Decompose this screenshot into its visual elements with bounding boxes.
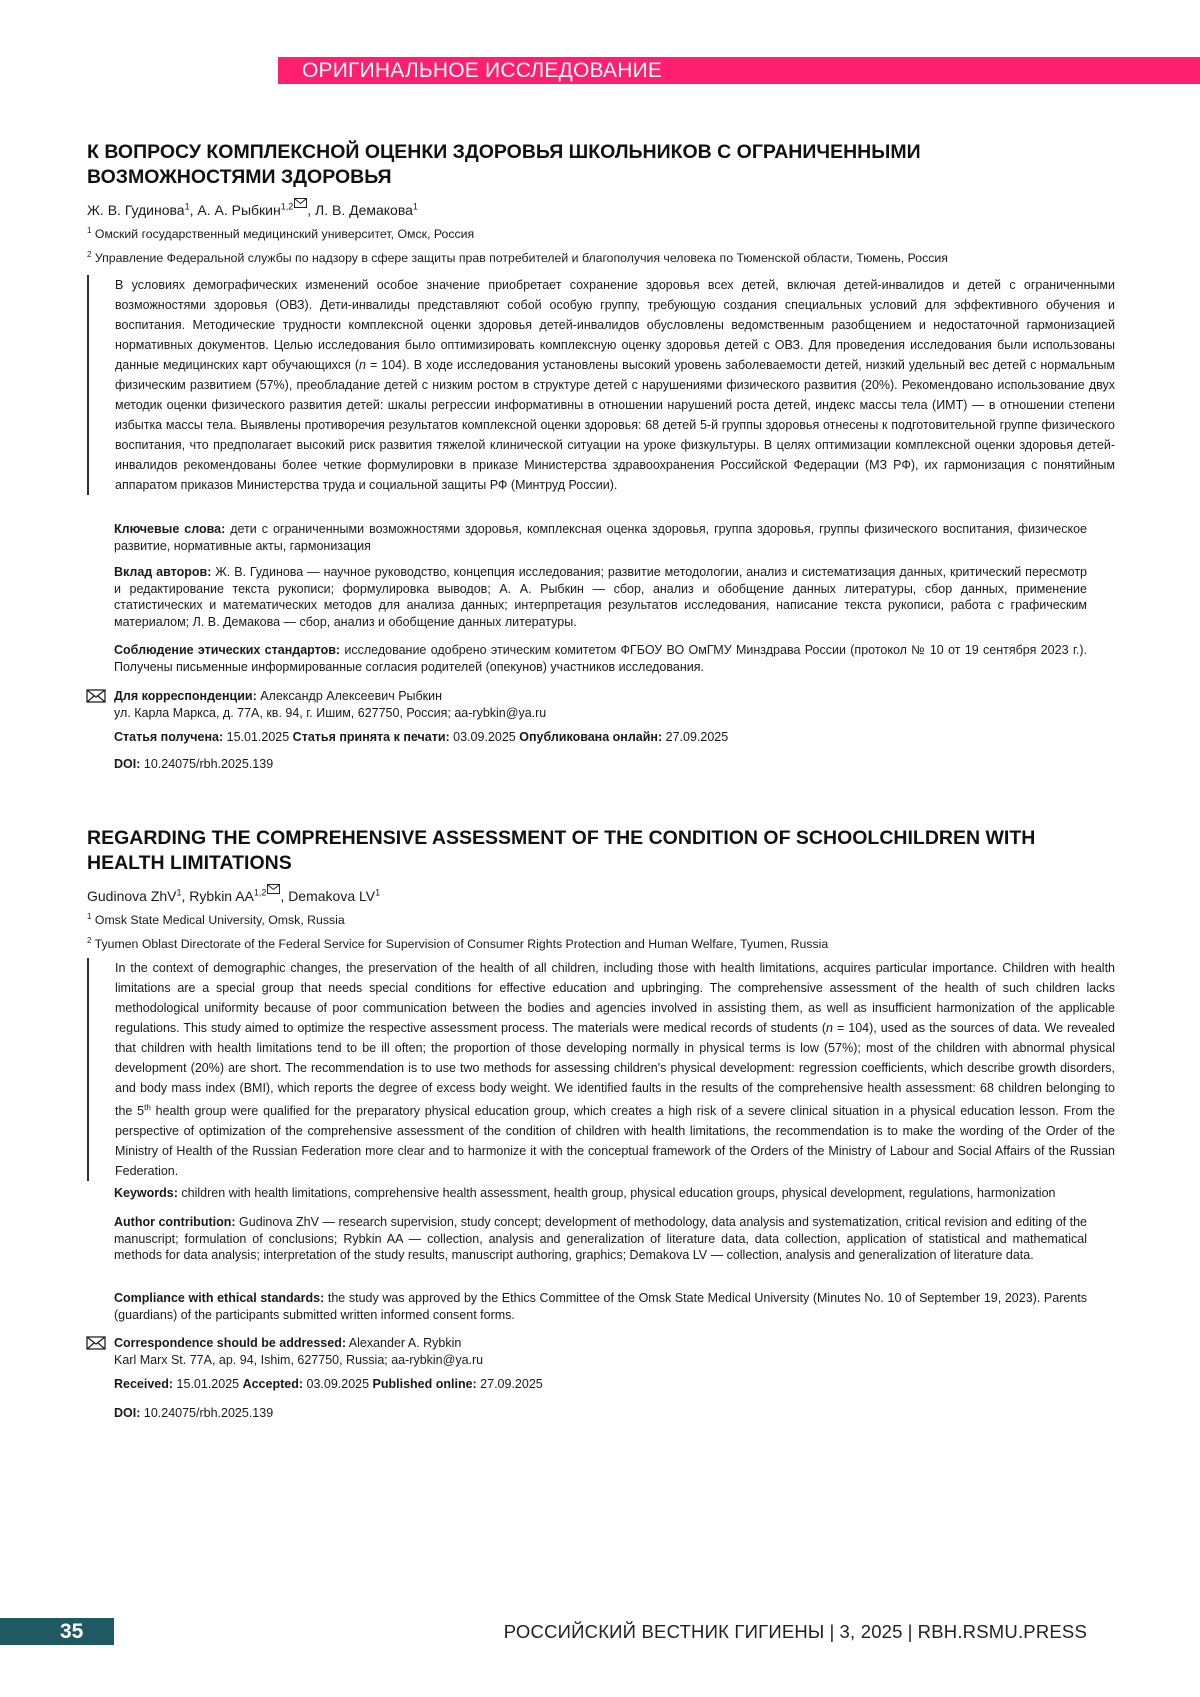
ru-correspondence-label: Для корреспонденции: bbox=[114, 689, 257, 703]
ru-published-label: Опубликована онлайн: bbox=[519, 730, 663, 744]
en-correspondence-label: Correspondence should be addressed: bbox=[114, 1336, 346, 1350]
ru-doi bbox=[114, 756, 1087, 773]
en-abstract-th: th bbox=[144, 1103, 151, 1112]
ru-correspondence bbox=[114, 688, 1087, 721]
en-dates bbox=[114, 1376, 1087, 1393]
en-author-1: Gudinova ZhV bbox=[87, 888, 177, 904]
ru-title: К ВОПРОСУ КОМПЛЕКСНОЙ ОЦЕНКИ ЗДОРОВЬЯ ШКОЛЬНИКОВ С ОГРАНИЧЕННЫМИ ВОЗМОЖНОСТЯМИ ЗДОРОВЬЯ bbox=[87, 141, 921, 188]
en-abstract-part-c: health group were qualified for the preparatory physical education group, which creates a high risk of a severe clinical situation in a physical education lesson. From the perspective of optimization of the comprehensive assessment of the condition of children with health limitations, the recommendation is to make the wording of the Order of the Ministry of Health of the Russian Federation more clear and to harmonize it with the conceptual framework of the Orders of the Ministry of Labour and Social Affairs of the Russian Federation. bbox=[115, 1104, 1115, 1179]
en-doi-label: DOI: bbox=[114, 1406, 141, 1420]
ru-abstract-part-a: В условиях демографических изменений особое значение приобретает сохранение здоровья всех детей, включая детей-инвалидов и детей с ограниченными возможностями здоровья (ОВЗ). Дети-инвалиды представляют собой особую группу, требующую создания специальных условий для эффективного обучения и воспитания. Методические трудности комплексной оценки здоровья детей-инвалидов обусловлены ведомственным разобщением и недостаточной гармонизацией нормативных документов. Целью исследования было оптимизировать комплексную оценку здоровья детей с ОВЗ. Для проведения исследования были использованы данные медицинских карт обучающихся ( bbox=[115, 278, 1115, 372]
en-keywords-text: children with health limitations, comprehensive health assessment, health group, physical education groups, physical development, regulations, harmonization bbox=[177, 1186, 1056, 1200]
ru-keywords-label: Ключевые слова: bbox=[114, 522, 226, 536]
ru-author-3-sup: 1 bbox=[412, 201, 418, 212]
ru-keywords-text: дети с ограниченными возможностями здоровья, комплексная оценка здоровья, группа здоровья, группы физического воспитания, физическое развитие, нормативные акты, гармонизация bbox=[114, 522, 1087, 553]
ru-doi-link[interactable]: 10.24075/rbh.2025.139 bbox=[140, 757, 274, 771]
en-received: 15.01.2025 bbox=[173, 1377, 243, 1391]
mail-icon bbox=[294, 198, 307, 208]
en-aff-2-sup: 2 bbox=[87, 936, 92, 945]
en-aff-2-text: Tyumen Oblast Directorate of the Federal Service for Supervision of Consumer Rights Protection and Human Welfare, Tyumen, Russia bbox=[94, 937, 829, 952]
en-doi bbox=[114, 1405, 1087, 1422]
en-aff-1-sup: 1 bbox=[87, 912, 92, 921]
journal-name: РОССИЙСКИЙ ВЕСТНИК ГИГИЕНЫ bbox=[503, 1621, 825, 1642]
ru-accepted: 03.09.2025 bbox=[449, 730, 520, 744]
ru-aff-2-text: Управление Федеральной службы по надзору в сфере защиты прав потребителей и благополучия человека по Тюменской области, Тюмень, Россия bbox=[94, 251, 948, 266]
en-author-3-sup: 1 bbox=[375, 887, 381, 898]
en-affiliation-1 bbox=[87, 912, 1117, 927]
ru-contribution-text: Ж. В. Гудинова — научное руководство, концепция исследования; развитие методологии, анализ и систематизация данных, критический пересмотр и редактирование текста рукописи; формулировка выводов; А. А. Рыбкин — сбор, анализ и обобщение данных литературы, сбор данных, применение статистических и математических методов для анализа данных; интерпретация результатов исследования, написание текста рукописи, работа с графическим материалом; Л. В. Демакова — сбор, анализ и обобщение данных литературы. bbox=[114, 565, 1087, 629]
en-authors: Gudinova ZhV$^1$, Rybkin AA$^{1,2}$ , Demakova $LV^1$ bbox=[87, 884, 380, 904]
en-ethics-label: Compliance with ethical standards: bbox=[114, 1291, 325, 1305]
en-keywords bbox=[114, 1185, 1087, 1202]
ru-correspondence-address[interactable]: ул. Карла Маркса, д. 77А, кв. 94, г. Ишим, 627750, Россия; aa-rybkin@ya.ru bbox=[114, 705, 547, 720]
en-received-label: Received: bbox=[114, 1377, 174, 1391]
en-abstract bbox=[87, 958, 1115, 1181]
ru-ethics-label: Соблюдение этических стандартов: bbox=[114, 643, 341, 657]
journal-footer: РОССИЙСКИЙ ВЕСТНИК ГИГИЕНЫ | 3, 2025 | RBH.RSMU.PRESS bbox=[503, 1621, 1087, 1642]
ru-received: 15.01.2025 bbox=[223, 730, 293, 744]
journal-site[interactable]: RBH.RSMU.PRESS bbox=[917, 1621, 1087, 1642]
en-contribution-text: Gudinova ZhV — research supervision, study concept; development of methodology, data analysis and systematization, critical revision and editing of the manuscript; formulation of conclusions; Rybkin AA — collection, analysis and generalization of literature data, data collection, application of statistical and mathematical methods for data analysis; interpretation of the study results, manuscript authoring, graphics; Demakova LV — collection, analysis and generalization of literature data. bbox=[114, 1215, 1088, 1262]
ru-keywords bbox=[114, 521, 1087, 554]
ru-abstract bbox=[87, 275, 1115, 495]
ru-abstract-n: n bbox=[359, 358, 366, 372]
mail-icon bbox=[267, 884, 280, 894]
ru-affiliation-1 bbox=[87, 226, 1117, 241]
ru-contribution-label: Вклад авторов: bbox=[114, 565, 212, 579]
en-author-3: Demakova LV bbox=[288, 888, 376, 904]
ru-aff-1-sup: 1 bbox=[87, 226, 92, 235]
ru-received-label: Статья получена: bbox=[114, 730, 224, 744]
en-author-1-sup: 1 bbox=[176, 887, 182, 898]
en-accepted-label: Accepted: bbox=[242, 1377, 304, 1391]
ru-correspondence-name: Александр Алексеевич Рыбкин bbox=[256, 689, 443, 703]
correspondence-mail-icon bbox=[86, 689, 106, 703]
ru-author-2-sup: 1,2 bbox=[280, 201, 294, 212]
en-abstract-part-a: In the context of demographic changes, the preservation of the health of all children, including those with health limitations, acquires particular importance. Children with health limitations are a special group that needs special conditions for effective education and upbringing. The comprehensive assessment of the health of such children lacks methodological uniformity because of poor communication between the bodies and agencies involved in assisting them, as well as insufficient harmonization of the applicable regulations. This study aimed to optimize the respective assessment process. The materials were medical records of students ( bbox=[115, 961, 1115, 1035]
en-title: REGARDING THE COMPREHENSIVE ASSESSMENT OF THE CONDITION OF SCHOOLCHILDREN WITH HEALTH LIMITATIONS bbox=[87, 827, 1036, 874]
en-contribution-label: Author contribution: bbox=[114, 1215, 236, 1229]
ru-author-1: Ж. В. Гудинова bbox=[87, 202, 185, 218]
ru-published: 27.09.2025 bbox=[662, 730, 729, 744]
en-abstract-part-b: = 104), used as the sources of data. We revealed that children with health limitations tend to be ill often; the proportion of those developing normally in physical terms is low (57%); most of the children with abnormal physical development (20%) are short. The recommendation is to use two methods for assessing children's physical development: regression coefficients, which describe growth disorders, and body mass index (BMI), which reports the degree of excess body weight. We identified faults in the results of the comprehensive health assessment: 68 children belonging to the 5 bbox=[115, 1021, 1115, 1119]
en-doi-link[interactable]: 10.24075/rbh.2025.139 bbox=[140, 1406, 274, 1420]
ru-affiliation-2 bbox=[87, 250, 1117, 265]
page-number: 35 bbox=[0, 1618, 114, 1645]
ru-authors: Ж. В. Гудинова$^1$, А. А. Рыбкин$^{1,2}$ , Л. В. Демакова$^1$ bbox=[87, 198, 418, 218]
correspondence-mail-icon bbox=[86, 1336, 106, 1350]
ru-ethics bbox=[114, 642, 1087, 675]
ru-abstract-part-b: = 104). В ходе исследования установлены высокий уровень заболеваемости детей, низкий удельный вес детей с нормальным физическим развитием (57%), преобладание детей с низким ростом в структуре детей с нарушениями физического развития (20%). Рекомендовано использование двух методик оценки физического развития детей: шкалы регрессии информативны в отношении нарушений роста детей, индекс массы тела (ИМТ) — в отношении степени избытка массы тела. Выявлены противоречия результатов комплексной оценки здоровья: 68 детей 5-й группы здоровья отнесены к подготовительной группе физического воспитания, что предполагает высокий риск развития тяжелой клинической ситуации на уроке физкультуры. В целях оптимизации комплексной оценки здоровья детей-инвалидов рекомендованы более четкие формулировки в приказе Министерства здравоохранения Российской Федерации (МЗ РФ), их гармонизация с понятийным аппаратом приказов Министерства труда и социальной защиты РФ (Минтруд России). bbox=[115, 358, 1115, 492]
en-author-2: Rybkin AA bbox=[189, 888, 254, 904]
en-keywords-label: Keywords: bbox=[114, 1186, 178, 1200]
en-published: 27.09.2025 bbox=[476, 1377, 543, 1391]
ru-dates bbox=[114, 729, 1087, 746]
en-author-2-sup: 1,2 bbox=[253, 887, 267, 898]
section-banner: ОРИГИНАЛЬНОЕ ИССЛЕДОВАНИЕ bbox=[278, 57, 1200, 84]
ru-author-2: А. А. Рыбкин bbox=[197, 202, 281, 218]
ru-accepted-label: Статья принята к печати: bbox=[292, 730, 450, 744]
en-published-label: Published online: bbox=[372, 1377, 477, 1391]
en-correspondence-address[interactable]: Karl Marx St. 77A, ap. 94, Ishim, 627750, Russia; aa-rybkin@ya.ru bbox=[114, 1352, 484, 1367]
ru-doi-label: DOI: bbox=[114, 757, 141, 771]
en-contribution bbox=[114, 1214, 1087, 1264]
en-correspondence-name: Alexander A. Rybkin bbox=[346, 1336, 462, 1350]
en-abstract-n: n bbox=[826, 1021, 833, 1035]
ru-author-3: Л. В. Демакова bbox=[315, 202, 413, 218]
ru-aff-2-sup: 2 bbox=[87, 250, 92, 259]
en-ethics-text: the study was approved by the Ethics Committee of the Omsk State Medical University (Minutes No. 10 of September 19, 2023). Parents (guardians) of the participants submitted written informed consent forms. bbox=[114, 1291, 1087, 1322]
en-affiliation-2 bbox=[87, 936, 1117, 951]
en-ethics bbox=[114, 1290, 1087, 1323]
ru-contribution bbox=[114, 564, 1087, 630]
ru-author-1-sup: 1 bbox=[184, 201, 190, 212]
en-accepted: 03.09.2025 bbox=[303, 1377, 373, 1391]
ru-ethics-text: исследование одобрено этическим комитетом ФГБОУ ВО ОмГМУ Минздрава России (протокол № 10 от 19 сентября 2023 г.). Получены письменные информированные согласия родителей (опекунов) участников исследования. bbox=[114, 643, 1087, 674]
ru-aff-1-text: Омский государственный медицинский университет, Омск, Россия bbox=[94, 227, 475, 242]
journal-issue: 3, 2025 bbox=[839, 1621, 903, 1642]
en-aff-1-text: Omsk State Medical University, Omsk, Russia bbox=[94, 913, 345, 928]
en-correspondence bbox=[114, 1335, 1087, 1368]
